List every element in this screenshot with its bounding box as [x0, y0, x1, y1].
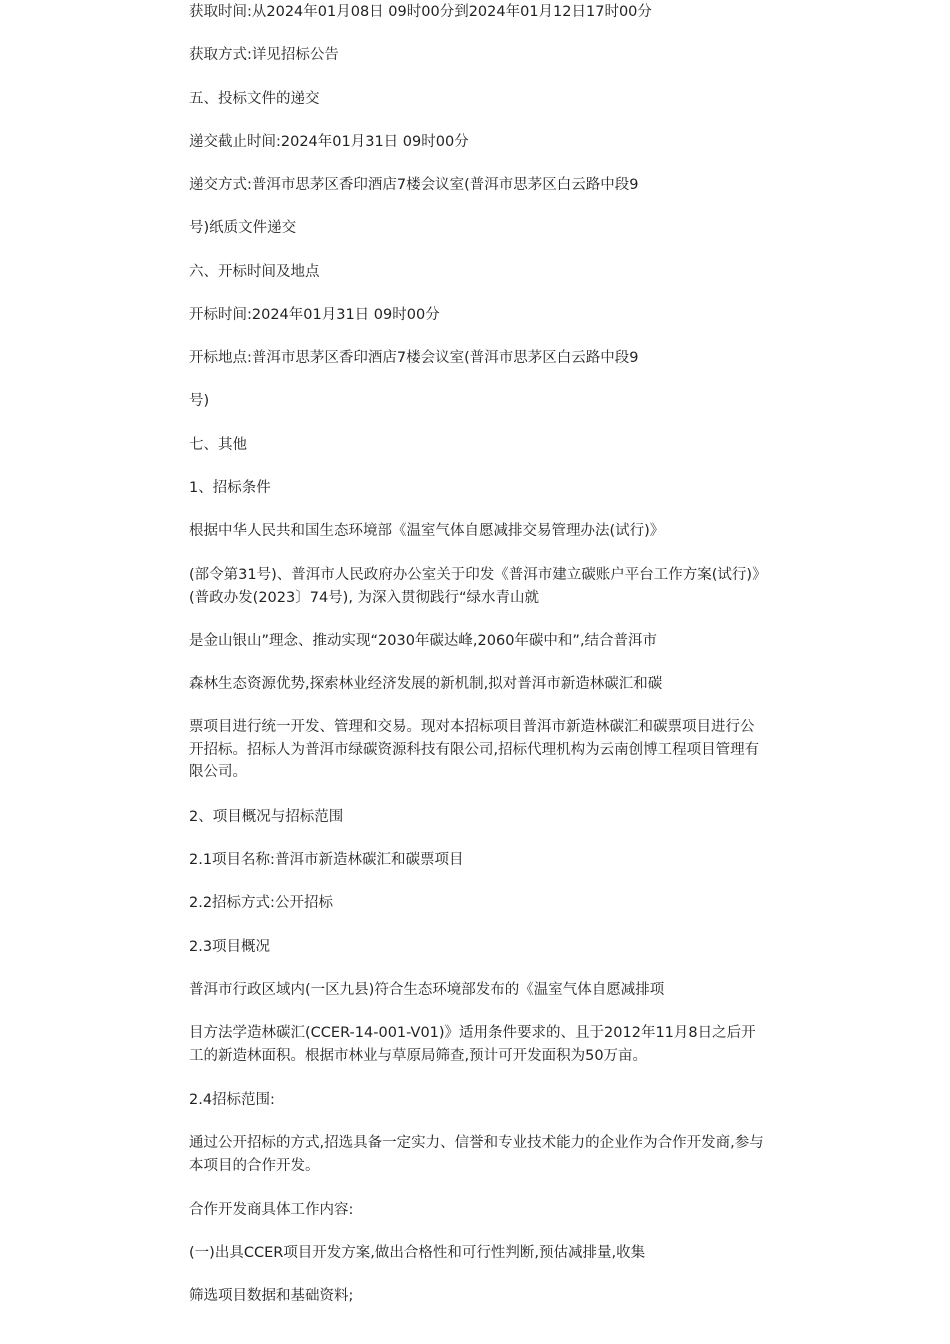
text-paragraph: 目方法学造林碳汇(CCER-14-001-V01)》适用条件要求的、且于2012年11月8日之后开工的新造林面积。根据市林业与草原局筛查,预计可开发面积为50万亩。	[189, 1025, 756, 1064]
text-paragraph: (一)出具CCER项目开发方案,做出合格性和可行性判断,预估减排量,收集	[189, 1245, 646, 1261]
subsection-heading: 1、招标条件	[189, 480, 271, 496]
text-paragraph: 票项目进行统一开发、管理和交易。现对本招标项目普洱市新造林碳汇和碳票项目进行公开招标。招标人为普洱市绿碳资源科技有限公司,招标代理机构为云南创博工程项目管理有限公司。	[189, 719, 760, 780]
text-paragraph: 通过公开招标的方式,招选具备一定实力、信誉和专业技术能力的企业作为合作开发商,参与本项目的合作开发。	[189, 1135, 764, 1174]
text-paragraph: 获取时间:从2024年01月08日 09时00分到2024年01月12日17时00分	[189, 4, 652, 20]
text-paragraph: 根据中华人民共和国生态环境部《温室气体自愿减排交易管理办法(试行)》	[189, 523, 665, 539]
subsection-heading: 2.4招标范围:	[189, 1092, 275, 1108]
text-paragraph: 筛选项目数据和基础资料;	[189, 1288, 354, 1304]
text-paragraph: 森林生态资源优势,探索林业经济发展的新机制,拟对普洱市新造林碳汇和碳	[189, 676, 663, 692]
text-paragraph: 2.2招标方式:公开招标	[189, 895, 333, 911]
section-heading: 五、投标文件的递交	[189, 91, 320, 107]
text-paragraph: (部令第31号)、普洱市人民政府办公室关于印发《普洱市建立碳账户平台工作方案(试行)》(普政办发(2023〕74号), 为深入贯彻践行“绿水青山就	[189, 567, 760, 606]
text-paragraph: 递交方式:普洱市思茅区香印酒店7楼会议室(普洱市思茅区白云路中段9	[189, 177, 639, 193]
text-paragraph: 普洱市行政区域内(一区九县)符合生态环境部发布的《温室气体自愿减排项	[189, 982, 665, 998]
text-paragraph: 号)纸质文件递交	[189, 220, 297, 236]
section-heading: 七、其他	[189, 437, 247, 453]
text-paragraph: 开标时间:2024年01月31日 09时00分	[189, 307, 440, 323]
text-paragraph: 是金山银山”理念、推动实现“2030年碳达峰,2060年碳中和”,结合普洱市	[189, 633, 658, 649]
text-paragraph: 递交截止时间:2024年01月31日 09时00分	[189, 134, 469, 150]
text-paragraph: 开标地点:普洱市思茅区香印酒店7楼会议室(普洱市思茅区白云路中段9	[189, 350, 639, 366]
section-heading: 六、开标时间及地点	[189, 264, 320, 280]
subsection-heading: 2.3项目概况	[189, 939, 271, 955]
text-paragraph: 2.1项目名称:普洱市新造林碳汇和碳票项目	[189, 852, 464, 868]
text-paragraph: 号)	[189, 393, 210, 409]
subsection-heading: 2、项目概况与招标范围	[189, 809, 344, 825]
text-paragraph: 合作开发商具体工作内容:	[189, 1202, 354, 1218]
text-paragraph: 获取方式:详见招标公告	[189, 47, 339, 63]
